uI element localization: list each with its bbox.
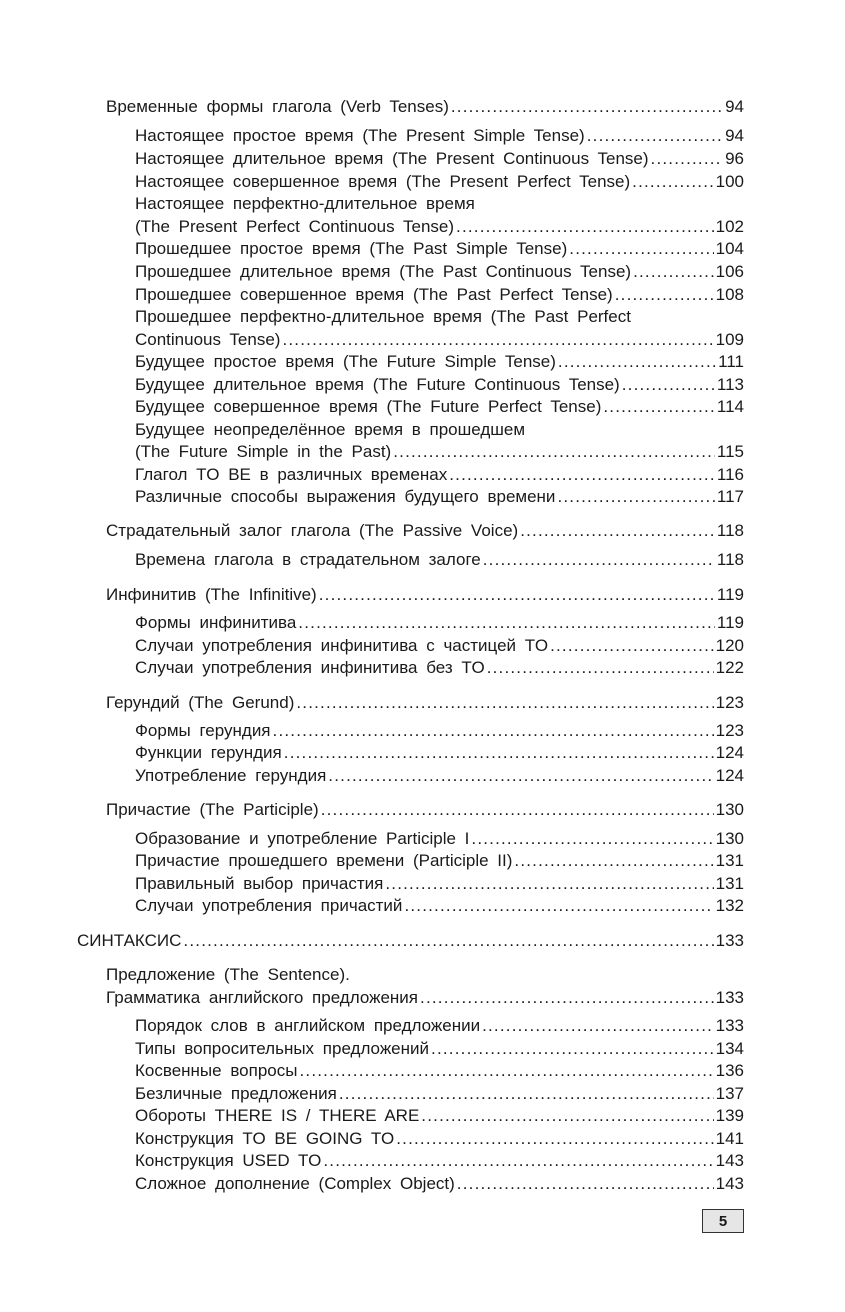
toc-entry: [135, 486, 744, 508]
toc-entry: [135, 441, 744, 463]
toc-entry-title: Страдательный залог глагола (The Passive Voice): [106, 521, 519, 540]
toc-entry-title: Будущее совершенное время (The Future Perfect Tense): [135, 397, 602, 416]
dot-leader: [483, 549, 715, 571]
toc-entry-title: Прошедшее совершенное время (The Past Perfect Tense): [135, 285, 613, 304]
toc-entry-title: Различные способы выражения будущего времени: [135, 487, 556, 506]
dot-leader: [550, 635, 714, 657]
toc-entry-title: Конструкция USED TO: [135, 1151, 322, 1170]
toc-entry: [135, 1083, 744, 1105]
toc-entry: [135, 742, 744, 764]
toc-entry-page: 115: [716, 442, 744, 461]
toc-entry-page: 114: [716, 397, 744, 416]
dot-leader: [449, 464, 715, 486]
toc-entry-page: 134: [715, 1039, 744, 1058]
toc-entry-page: 106: [715, 262, 744, 281]
toc-entry-page: 122: [715, 658, 744, 677]
toc-entry-page: 131: [715, 874, 744, 893]
toc-entry: [135, 549, 744, 571]
toc-entry: [135, 148, 744, 170]
toc-entry-page: 104: [715, 239, 744, 258]
toc-entry-page: 133: [715, 931, 744, 950]
dot-leader: [456, 216, 714, 238]
dot-leader: [282, 329, 713, 351]
toc-entry: [135, 464, 744, 486]
toc-entry-title: Обороты THERE IS / THERE ARE: [135, 1106, 420, 1125]
dot-leader: [520, 520, 715, 542]
toc-entry: [135, 329, 744, 351]
toc-entry-page: 132: [715, 896, 744, 915]
toc-entry-title: Инфинитив (The Infinitive): [106, 585, 317, 604]
toc-entry-page: 141: [715, 1129, 744, 1148]
dot-leader: [296, 692, 713, 714]
toc-entry: [135, 351, 744, 373]
toc-entry-title: Будущее длительное время (The Future Continuous Tense): [135, 375, 620, 394]
dot-leader: [615, 284, 714, 306]
toc-entry-page: 113: [716, 375, 744, 394]
toc-entry-title: (The Future Simple in the Past): [135, 442, 392, 461]
toc-entry-title: Случаи употребления инфинитива без TO: [135, 658, 485, 677]
toc-entry-title: Образование и употребление Participle I: [135, 829, 470, 848]
toc-entry: [135, 895, 744, 917]
dot-leader: [319, 584, 715, 606]
toc-entry-title: Косвенные вопросы: [135, 1061, 298, 1080]
toc-entry-page: 133: [715, 988, 744, 1007]
dot-leader: [298, 612, 715, 634]
toc-entry: [135, 720, 744, 742]
toc-entry: [106, 692, 744, 714]
toc-entry: [135, 171, 744, 193]
dot-leader: [651, 148, 724, 170]
dot-leader: [396, 1128, 713, 1150]
toc-entry-title: Конструкция TO BE GOING TO: [135, 1129, 395, 1148]
toc-entry: [135, 612, 744, 634]
toc-entry: [106, 96, 744, 118]
toc-entry-page: 94: [725, 126, 744, 145]
toc-entry-page: 108: [715, 285, 744, 304]
toc-entry-page: 96: [725, 149, 744, 168]
dot-leader: [431, 1038, 714, 1060]
toc-entry: [106, 987, 744, 1009]
toc-entry-page: 116: [716, 465, 744, 484]
dot-leader: [284, 742, 714, 764]
toc-entry-title: Прошедшее перфектно-длительное время (The Past Perfect: [135, 307, 631, 326]
toc-entry-title: Настоящее простое время (The Present Simple Tense): [135, 126, 585, 145]
page-number-badge: [702, 1209, 744, 1233]
toc-entry-page: 117: [716, 487, 744, 506]
toc-entry: [135, 238, 744, 260]
toc-entry-title: Сложное дополнение (Complex Object): [135, 1174, 455, 1193]
toc-entry: [77, 930, 744, 952]
dot-leader: [385, 873, 713, 895]
toc-entry: [135, 374, 744, 396]
toc-entry: [135, 1105, 744, 1127]
toc-entry-page: 143: [715, 1151, 744, 1170]
dot-leader: [323, 1150, 713, 1172]
toc-entry: [135, 216, 744, 238]
toc-entry-title: Временные формы глагола (Verb Tenses): [106, 97, 449, 116]
toc-entry-page: 119: [716, 613, 744, 632]
toc-entry-page: 109: [715, 330, 744, 349]
toc-entry-page: 120: [715, 636, 744, 655]
dot-leader: [457, 1173, 714, 1195]
toc-entry: [135, 1015, 744, 1037]
toc-entry: [106, 584, 744, 606]
toc-entry: [135, 1150, 744, 1172]
toc-entry: [135, 657, 744, 679]
toc-entry-page: 137: [715, 1084, 744, 1103]
dot-leader: [273, 720, 714, 742]
toc-entry-page: 123: [715, 693, 744, 712]
toc-entry: [135, 396, 744, 418]
toc-entry: [135, 261, 744, 283]
toc-entry: [135, 765, 744, 787]
toc-entry-title: Прошедшее длительное время (The Past Continuous Tense): [135, 262, 632, 281]
toc-entry-title: Грамматика английского предложения: [106, 988, 419, 1007]
dot-leader: [569, 238, 713, 260]
dot-leader: [587, 125, 723, 147]
dot-leader: [393, 441, 715, 463]
dot-leader: [321, 799, 714, 821]
toc-entry-title: Настоящее совершенное время (The Present Perfect Tense): [135, 172, 631, 191]
toc-entry-title: Употребление герундия: [135, 766, 327, 785]
toc-entry: [135, 1128, 744, 1150]
dot-leader: [514, 850, 713, 872]
dot-leader: [471, 828, 713, 850]
toc-entry: [135, 1060, 744, 1082]
dot-leader: [632, 171, 713, 193]
toc-entry-page: 118: [716, 521, 744, 540]
toc-entry-title: Случаи употребления инфинитива с частицей TO: [135, 636, 549, 655]
dot-leader: [299, 1060, 713, 1082]
toc-entry-title: Глагол TO BE в различных временах: [135, 465, 448, 484]
toc-entry-page: 143: [715, 1174, 744, 1193]
toc-entry-title: (The Present Perfect Continuous Tense): [135, 217, 455, 236]
toc-entry-page: 124: [715, 766, 744, 785]
toc-entry-page: 102: [715, 217, 744, 236]
toc-entry-title: Безличные предложения: [135, 1084, 337, 1103]
toc-entry: [106, 520, 744, 542]
toc-entry-title: Будущее неопределённое время в прошедшем: [135, 420, 526, 439]
toc-entry: [135, 284, 744, 306]
dot-leader: [339, 1083, 714, 1105]
toc-entry-title: Настоящее длительное время (The Present Continuous Tense): [135, 149, 649, 168]
dot-leader: [558, 351, 716, 373]
toc-entry-page: 119: [716, 585, 744, 604]
dot-leader: [557, 486, 714, 508]
toc-entry-title: Герундий (The Gerund): [106, 693, 295, 712]
toc-entry-title: Порядок слов в английском предложении: [135, 1016, 481, 1035]
toc-entry: [135, 828, 744, 850]
toc-entry-title: Будущее простое время (The Future Simple Tense): [135, 352, 556, 371]
dot-leader: [482, 1015, 714, 1037]
toc-entry-title: Предложение (The Sentence).: [106, 965, 350, 984]
toc-entry-page: 124: [715, 743, 744, 762]
toc-entry-page: 118: [716, 550, 744, 569]
dot-leader: [183, 930, 713, 952]
toc-entry-page: 111: [718, 352, 744, 371]
toc-entry-title: Прошедшее простое время (The Past Simple Tense): [135, 239, 568, 258]
dot-leader: [420, 987, 714, 1009]
toc-entry-title: Правильный выбор причастия: [135, 874, 384, 893]
toc-entry-title: Случаи употребления причастий: [135, 896, 403, 915]
dot-leader: [404, 895, 713, 917]
toc-entry-title: Времена глагола в страдательном залоге: [135, 550, 481, 569]
toc-entry-title: Типы вопросительных предложений: [135, 1039, 430, 1058]
page-number: 5: [718, 1212, 728, 1230]
toc-entry-title: Причастие прошедшего времени (Participle II): [135, 851, 513, 870]
toc-entry: [135, 125, 744, 147]
toc-entry-page: 133: [715, 1016, 744, 1035]
dot-leader: [421, 1105, 713, 1127]
toc-entry: [135, 1038, 744, 1060]
dot-leader: [633, 261, 714, 283]
dot-leader: [328, 765, 713, 787]
toc-entry: [135, 635, 744, 657]
toc-entry-page: 123: [715, 721, 744, 740]
toc-entry: [135, 873, 744, 895]
dot-leader: [622, 374, 715, 396]
toc-entry: [135, 419, 744, 441]
toc-entry-title: Функции герундия: [135, 743, 282, 762]
toc-entry-page: 139: [715, 1106, 744, 1125]
toc-entry: [135, 1173, 744, 1195]
toc-entry-page: 100: [715, 172, 744, 191]
toc-entry: [106, 964, 744, 986]
dot-leader: [451, 96, 723, 118]
toc-entry: [135, 306, 744, 328]
toc-entry-title: Формы инфинитива: [135, 613, 297, 632]
toc-entry: [135, 850, 744, 872]
toc-entry-page: 94: [725, 97, 744, 116]
dot-leader: [487, 657, 714, 679]
toc-entry: [135, 193, 744, 215]
toc-entry-title: Причастие (The Participle): [106, 800, 319, 819]
toc-entry-page: 130: [715, 829, 744, 848]
toc-entry-title: Настоящее перфектно-длительное время: [135, 194, 475, 213]
toc-entry-title: Continuous Tense): [135, 330, 281, 349]
toc-entry-title: СИНТАКСИС: [77, 931, 182, 950]
toc-entry-page: 131: [715, 851, 744, 870]
dot-leader: [603, 396, 715, 418]
toc-entry-page: 136: [715, 1061, 744, 1080]
toc-entry-title: Формы герундия: [135, 721, 271, 740]
toc-entry-page: 130: [715, 800, 744, 819]
toc-entry: [106, 799, 744, 821]
